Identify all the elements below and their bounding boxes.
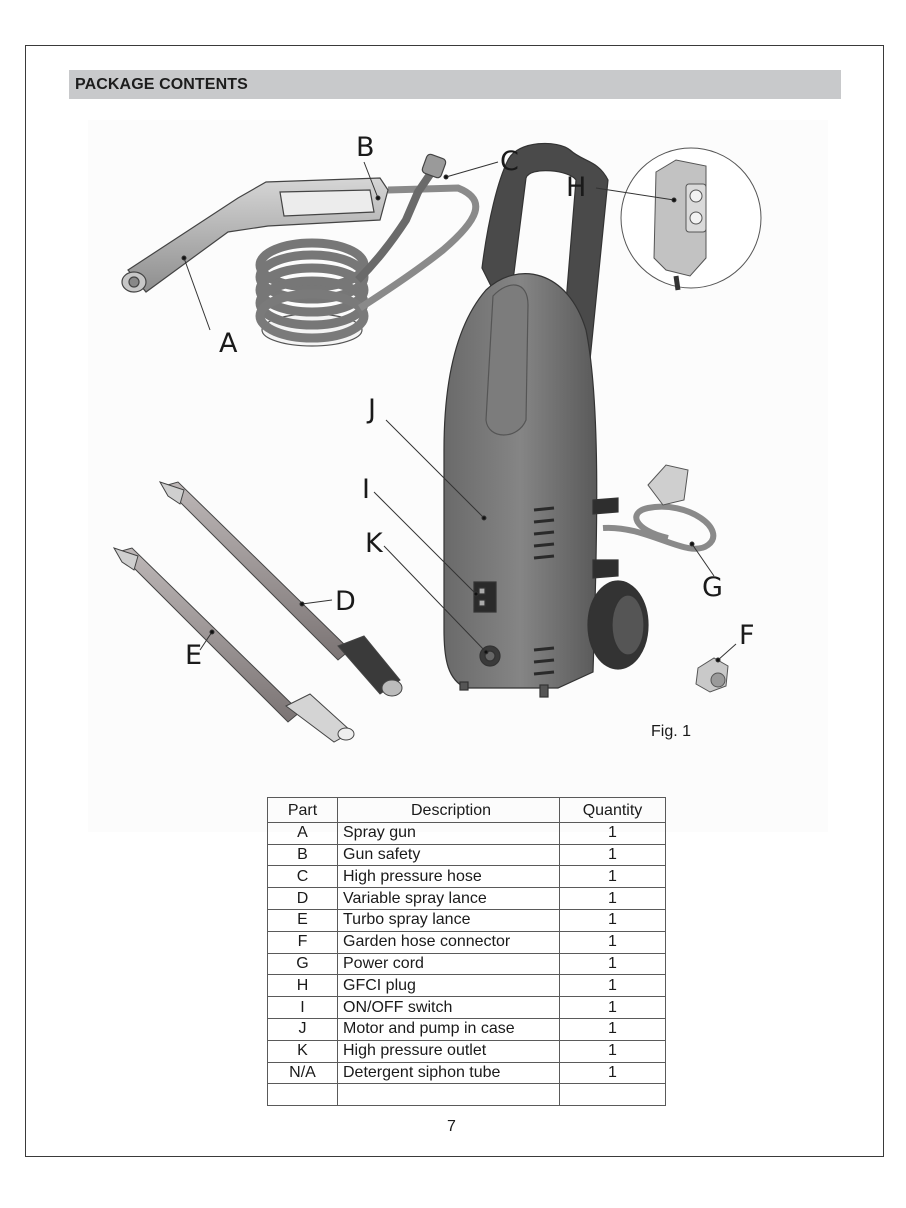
cell-description: Detergent siphon tube — [338, 1062, 560, 1084]
power-cord-drawing — [603, 465, 713, 549]
cell-part: I — [268, 997, 338, 1019]
header-part: Part — [268, 798, 338, 823]
table-row — [268, 931, 666, 953]
cell-description: Garden hose connector — [338, 931, 560, 953]
section-header — [69, 70, 841, 99]
cell-description: High pressure hose — [338, 866, 560, 888]
callout-b: B — [356, 132, 375, 163]
cell-part: J — [268, 1018, 338, 1040]
callout-f: F — [739, 620, 755, 651]
cell-quantity: 1 — [560, 822, 666, 844]
section-title: PACKAGE CONTENTS — [75, 76, 248, 93]
cell-description: Turbo spray lance — [338, 909, 560, 931]
cell-description: Spray gun — [338, 822, 560, 844]
cell-quantity: 1 — [560, 1062, 666, 1084]
cell-part: D — [268, 888, 338, 910]
table-row — [268, 909, 666, 931]
table-row — [268, 975, 666, 997]
callout-j: J — [368, 394, 376, 425]
cell-part: F — [268, 931, 338, 953]
cell-part: G — [268, 953, 338, 975]
garden-hose-connector-drawing — [696, 658, 728, 692]
table-row — [268, 953, 666, 975]
table-row — [268, 1040, 666, 1062]
header-description: Description — [338, 798, 560, 823]
cell-part: A — [268, 822, 338, 844]
cell-quantity: 1 — [560, 909, 666, 931]
cell-description: GFCI plug — [338, 975, 560, 997]
cell-part: K — [268, 1040, 338, 1062]
cell-quantity: 1 — [560, 1040, 666, 1062]
cell-quantity: 1 — [560, 931, 666, 953]
cell-part: C — [268, 866, 338, 888]
cell-description: High pressure outlet — [338, 1040, 560, 1062]
cell-description: ON/OFF switch — [338, 997, 560, 1019]
header-quantity: Quantity — [560, 798, 666, 823]
package-contents-table — [267, 797, 666, 1106]
cell-quantity: 1 — [560, 997, 666, 1019]
cell-quantity: 1 — [560, 975, 666, 997]
pressure-washer-illustration — [88, 120, 828, 832]
page-number: 7 — [447, 1118, 456, 1135]
turbo-spray-lance-drawing — [114, 548, 354, 742]
table-row — [268, 866, 666, 888]
table-row — [268, 822, 666, 844]
cell-part: E — [268, 909, 338, 931]
cell-part — [268, 1084, 338, 1106]
callout-i: I — [362, 474, 370, 505]
cell-description: Gun safety — [338, 844, 560, 866]
table-row — [268, 997, 666, 1019]
gfci-plug-inset — [621, 148, 761, 290]
table-header-row — [268, 798, 666, 823]
table-row — [268, 1018, 666, 1040]
cell-description: Power cord — [338, 953, 560, 975]
cell-quantity: 1 — [560, 844, 666, 866]
table-row-empty — [268, 1084, 666, 1106]
cell-description — [338, 1084, 560, 1106]
callout-k: K — [365, 528, 383, 559]
figure-caption: Fig. 1 — [651, 723, 692, 740]
cell-part: H — [268, 975, 338, 997]
cell-quantity: 1 — [560, 888, 666, 910]
callout-e: E — [185, 640, 203, 671]
table-row — [268, 888, 666, 910]
package-contents-figure — [88, 120, 828, 832]
table-row — [268, 844, 666, 866]
table-row — [268, 1062, 666, 1084]
cell-part: N/A — [268, 1062, 338, 1084]
cell-description: Motor and pump in case — [338, 1018, 560, 1040]
pressure-washer-body-drawing — [444, 143, 648, 697]
cell-description: Variable spray lance — [338, 888, 560, 910]
callout-d: D — [335, 586, 356, 617]
callout-g: G — [702, 572, 723, 603]
callout-c: C — [500, 146, 519, 177]
cell-quantity: 1 — [560, 953, 666, 975]
callout-a: A — [219, 328, 238, 359]
cell-part: B — [268, 844, 338, 866]
cell-quantity — [560, 1084, 666, 1106]
cell-quantity: 1 — [560, 866, 666, 888]
callout-h: H — [566, 172, 587, 203]
cell-quantity: 1 — [560, 1018, 666, 1040]
